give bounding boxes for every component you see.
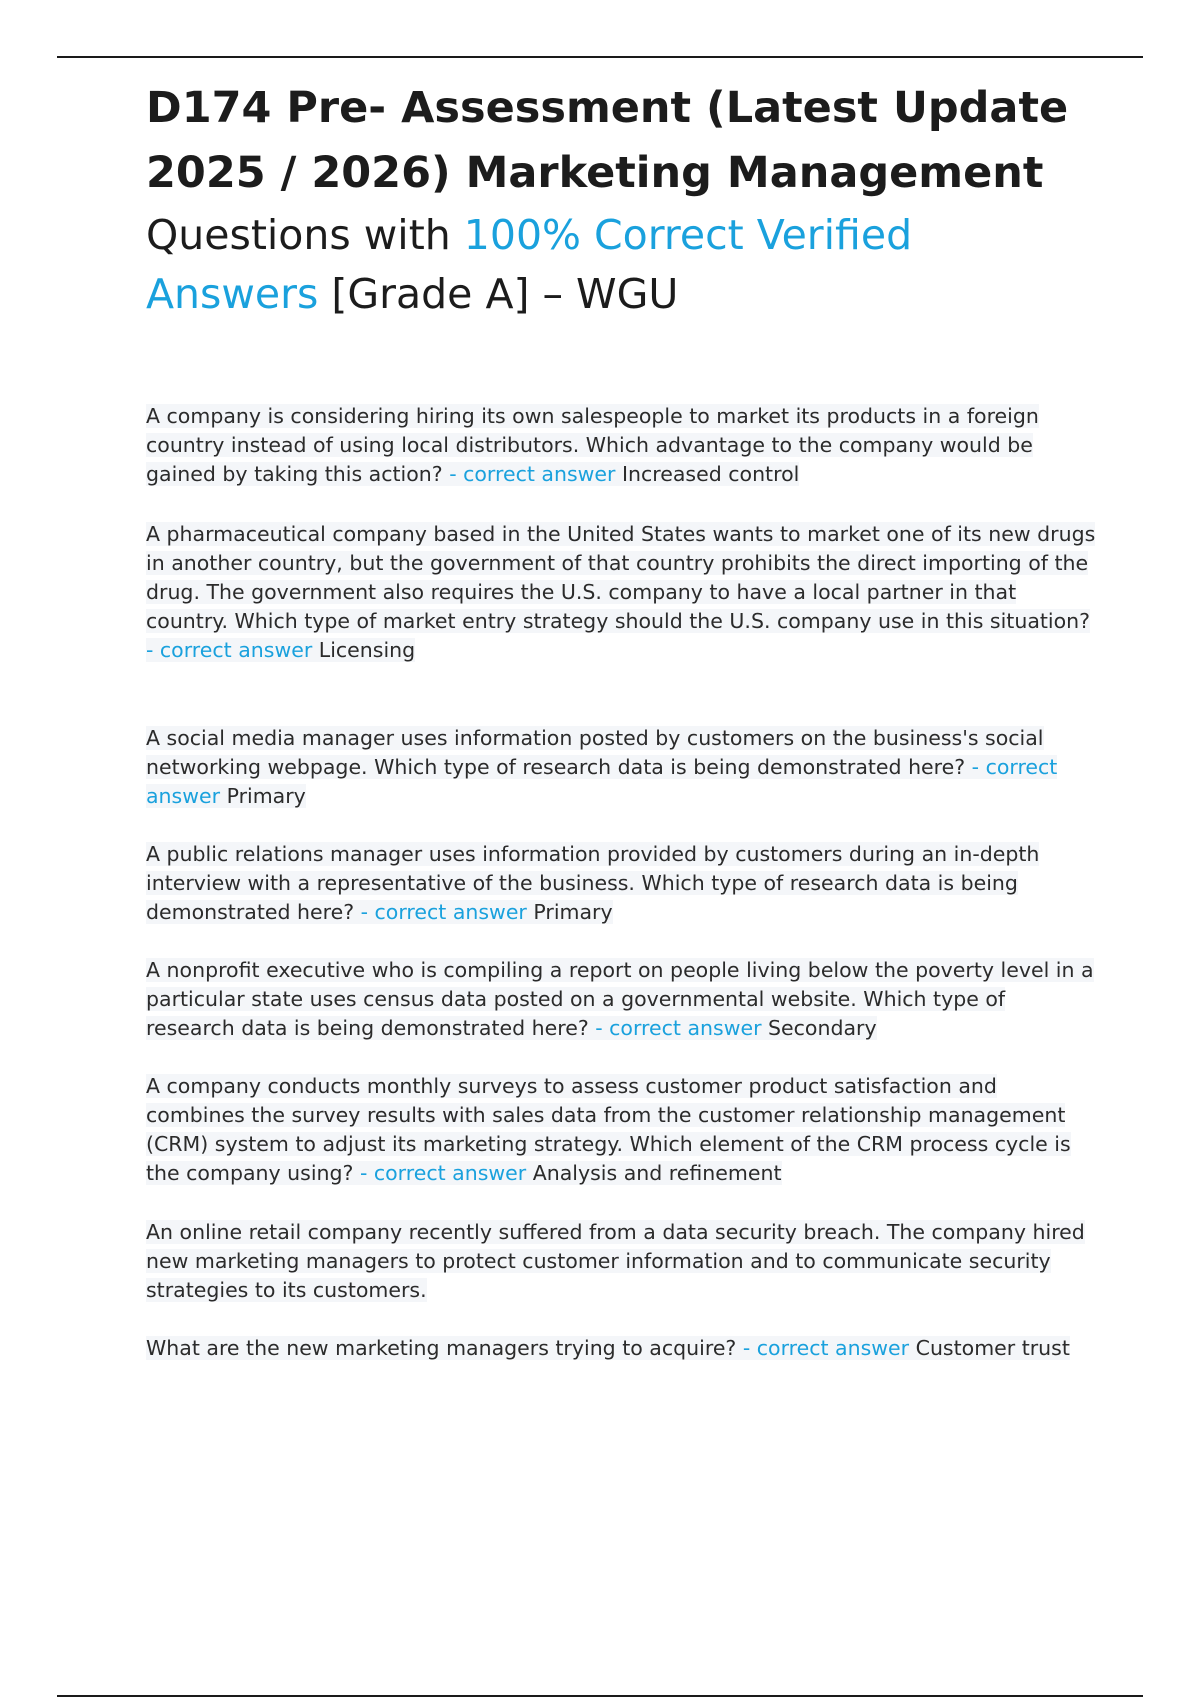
document-title (146, 76, 1106, 324)
qa-item-3 (146, 724, 1096, 811)
question-text: A company conducts monthly surveys to assess customer product satisfaction and combines the survey results with sales data from the customer relationship management (CRM) system to adjust its marketing strategy. Which element of the CRM process cycle is the company using? (146, 1074, 1071, 1185)
question-text: What are the new marketing managers trying to acquire? (146, 1336, 743, 1360)
answer-text: Licensing (312, 638, 416, 662)
correct-answer-marker: - correct answer (742, 1336, 910, 1360)
answer-text: Increased control (615, 462, 800, 486)
title-line-3-prefix: Questions with (146, 211, 464, 259)
question-text: A company is considering hiring its own salespeople to market its products in a foreign country instead of using local distributors. Which advantage to the company would be gained by taking this action? (146, 404, 1039, 486)
question-text: A public relations manager uses information provided by customers during an in-depth interview with a representative of the business. Which type of research data is being demonstrated here? (146, 842, 1040, 924)
title-line-2: 2025 / 2026) Marketing Management (146, 148, 1044, 198)
title-line-4-suffix: [Grade A] – WGU (318, 270, 679, 318)
title-line-1: D174 Pre- Assessment (Latest Update (146, 83, 1069, 133)
correct-answer-marker: - correct answer (449, 462, 616, 486)
bottom-rule (57, 1695, 1143, 1697)
question-text: A social media manager uses information posted by customers on the business's social networking webpage. Which type of research data is being demonstrated here? (146, 726, 1044, 779)
title-line-4-accent: Answers (146, 270, 319, 318)
question-text: A nonprofit executive who is compiling a report on people living below the poverty level in a particular state uses census data posted on a governmental website. Which type of research data is being demonstrated here? (146, 958, 1094, 1040)
answer-text: Secondary (761, 1016, 877, 1040)
qa-item-6 (146, 1072, 1096, 1188)
answer-text: Customer trust (909, 1336, 1070, 1360)
qa-item-7 (146, 1218, 1096, 1305)
question-text: An online retail company recently suffered from a data security breach. The company hired new marketing managers to protect customer information and to communicate security strategies to its customers. (146, 1220, 1085, 1302)
title-line-3 (146, 206, 1106, 265)
qa-item-5 (146, 956, 1096, 1043)
answer-text: Primary (220, 784, 306, 808)
title-line-3-accent: 100% Correct Verified (463, 211, 913, 259)
qa-item-2 (146, 520, 1096, 665)
correct-answer-marker: - correct answer (595, 1016, 762, 1040)
top-rule (57, 56, 1143, 58)
answer-text: Primary (526, 900, 613, 924)
correct-answer-marker: - correct answer (146, 638, 313, 662)
qa-item-4 (146, 840, 1096, 927)
correct-answer-marker: - correct answer (146, 755, 1058, 808)
answer-text: Analysis and refinement (526, 1161, 782, 1185)
correct-answer-marker: - correct answer (360, 900, 527, 924)
qa-item-8 (146, 1334, 1096, 1363)
qa-item-1 (146, 402, 1096, 489)
question-text: A pharmaceutical company based in the United States wants to market one of its new drugs in another country, but the government of that country prohibits the direct importing of the drug. The government also requires the U.S. company to have a local partner in that country. Which type of market entry strategy should the U.S. company use in this situation? (146, 522, 1096, 633)
title-line-4 (146, 265, 1106, 324)
correct-answer-marker: - correct answer (359, 1161, 527, 1185)
